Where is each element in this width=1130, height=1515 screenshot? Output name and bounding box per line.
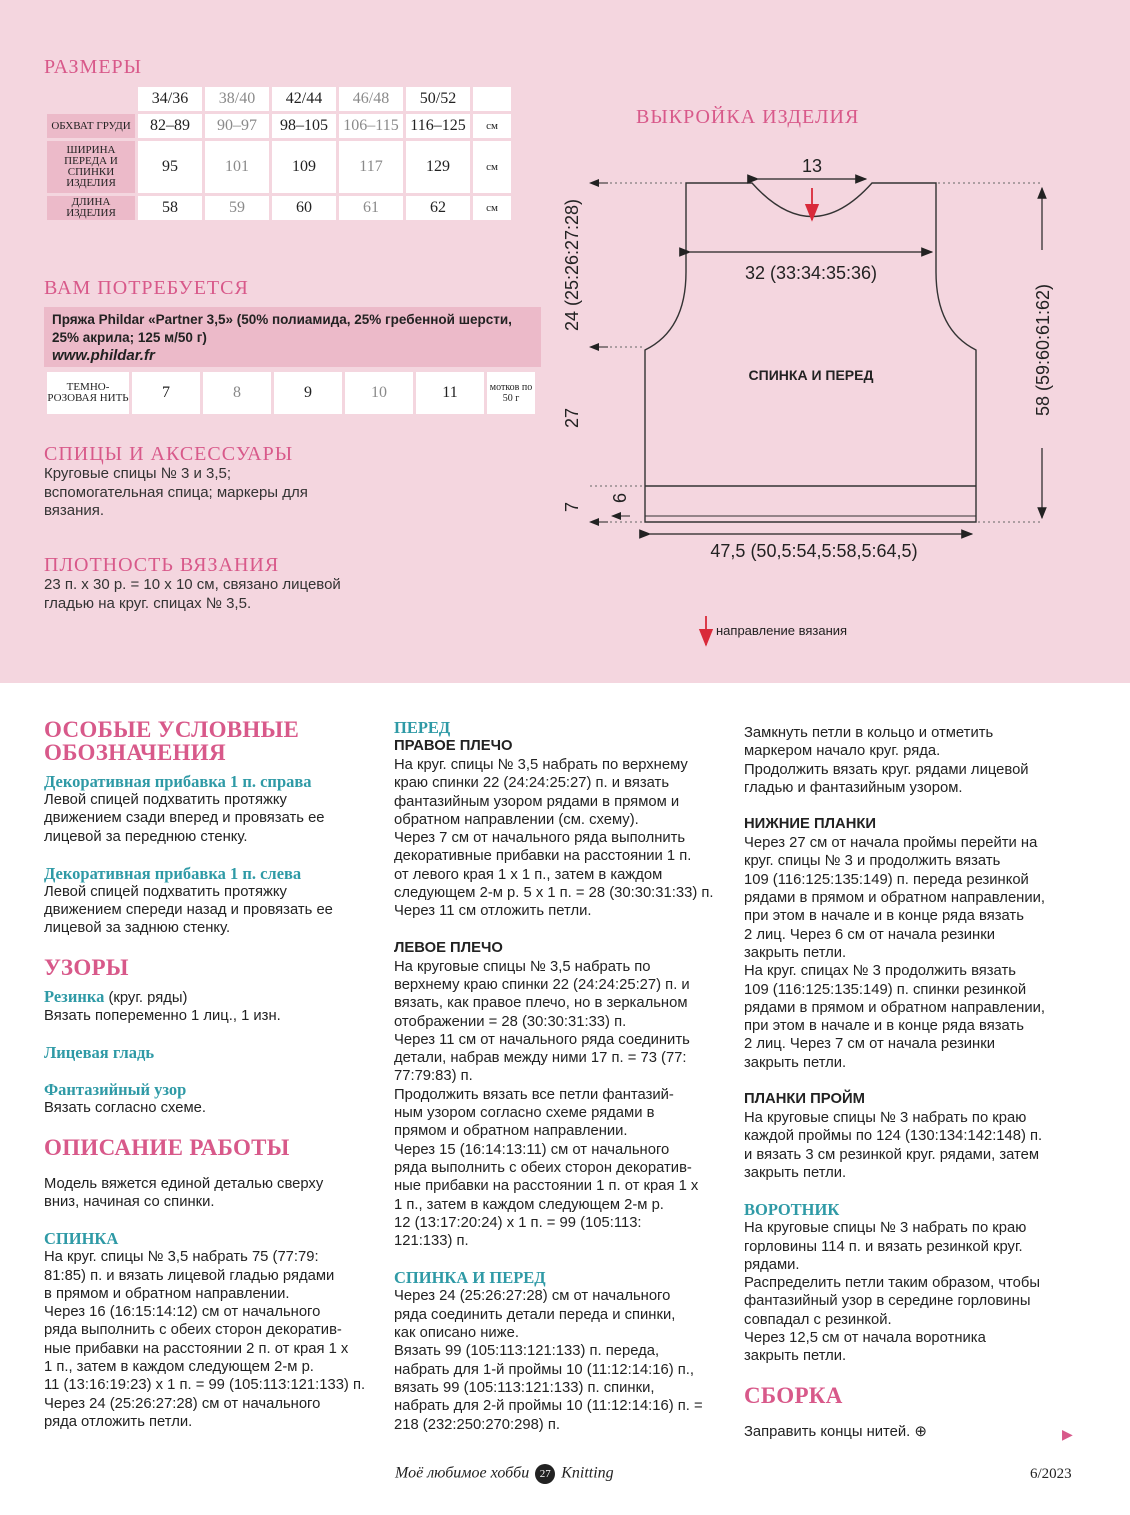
unit: см	[473, 141, 511, 193]
patterns-title: УЗОРЫ	[44, 954, 129, 980]
size-header: 38/40	[205, 87, 269, 111]
column-1	[44, 718, 384, 1431]
cell: 98–105	[272, 114, 336, 138]
body-height: 27	[562, 407, 582, 429]
sizes-header-row	[47, 87, 511, 111]
right-shoulder-title: ПРАВОЕ ПЛЕЧО	[394, 738, 513, 754]
needles-text: Круговые спицы № 3 и 3,5; вспомогательная спица; маркеры для вязания.	[44, 465, 308, 519]
fancy-text: Вязать согласно схеме.	[44, 1100, 207, 1117]
back-front-title: СПИНКА И ПЕРЕД	[394, 1268, 546, 1288]
size-header: 34/36	[138, 87, 202, 111]
sizes-table	[44, 84, 514, 223]
front-title: ПЕРЕД	[394, 718, 451, 737]
need-title: ВАМ ПОТРЕБУЕТСЯ	[44, 277, 249, 299]
cell: 59	[205, 196, 269, 220]
rib-text: Вязать попеременно 1 лиц., 1 изн.	[44, 1008, 281, 1025]
needles-title: СПИЦЫ И АКСЕССУАРЫ	[44, 443, 294, 465]
column-2	[394, 718, 734, 1434]
pattern-title: ВЫКРОЙКА ИЗДЕЛИЯ	[636, 106, 860, 128]
work-text: Модель вяжется единой деталью сверху вниз, начиная со спинки.	[44, 1175, 324, 1210]
next-page-icon: ▶	[1062, 1426, 1073, 1442]
stockinette-title: Лицевая гладь	[44, 1043, 155, 1063]
chest-row	[47, 114, 511, 138]
yarn-url[interactable]: www.phildar.fr	[52, 347, 155, 364]
cell: 116–125	[406, 114, 470, 138]
armhole-height: 24 (25:26:27:28)	[562, 198, 582, 332]
rib-note: (круг. ряды)	[104, 989, 188, 1006]
fancy-title: Фантазийный узор	[44, 1080, 187, 1100]
magazine-subtitle: Knitting	[561, 1464, 614, 1482]
yarn-line: 25% акрила; 125 м/50 г)	[52, 330, 207, 345]
size-header: 46/48	[339, 87, 403, 111]
inc-left-title: Декоративная прибавка 1 п. слева	[44, 863, 302, 883]
shoulder-width: 32 (33:34:35:36)	[744, 263, 878, 283]
inc-left-text: Левой спицей подхватить протяжку движением спереди назад и провязать ее лицевой за заднюю стенку.	[44, 883, 333, 937]
cell: 129	[406, 141, 470, 193]
yarn-amount: 8	[203, 372, 271, 414]
left-shoulder-title: ЛЕВОЕ ПЛЕЧО	[394, 939, 503, 956]
unit: см	[473, 196, 511, 220]
gauge-title: ПЛОТНОСТЬ ВЯЗАНИЯ	[44, 554, 280, 576]
yarn-amount: 7	[132, 372, 200, 414]
inc-right-title: Декоративная прибавка 1 п. справа	[44, 772, 312, 791]
length-row	[47, 196, 511, 220]
page-number: 27	[535, 1464, 555, 1484]
yarn-box	[44, 307, 541, 367]
magazine-name: Моё любимое хобби	[395, 1464, 530, 1482]
back-text: На круг. спицы № 3,5 набрать 75 (77:79: 81:85) п. и вязать лицевой гладью рядами в прямом и обратном направлении. Через 16 (16:15:14:12) см от начального ряда выполнить с обеих сторон декоратив- ные прибавки на расстоянии 2 п. от края 1 х 1 п., затем в каждом следующем 2-м р. 11 (13:16:19:23) х 1 п. = 99 (105:113:121:133) п. Через 24 (25:26:27:28) см от начального ряда отложить петли.	[44, 1249, 366, 1430]
size-header: 42/44	[272, 87, 336, 111]
cell: 61	[339, 196, 403, 220]
cell: 109	[272, 141, 336, 193]
armband-title: ПЛАНКИ ПРОЙМ	[744, 1091, 865, 1108]
garment-outline	[645, 183, 976, 522]
sizes-title: РАЗМЕРЫ	[44, 56, 143, 78]
total-length: 58 (59:60:61:62)	[1033, 283, 1053, 417]
back-title: СПИНКА	[44, 1229, 119, 1249]
row-label: ДЛИНА ИЗДЕЛИЯ	[47, 196, 135, 220]
pattern-schematic	[550, 100, 1070, 660]
hem-text: Через 27 см от начала проймы перейти на круг. спицы № 3 и продолжить вязать 109 (116:125:135:149) п. переда резинкой рядами в прямом и обратном направлении, при этом в начале и в конце ряда вязать 2 лиц. Через 6 см от начала резинки закрыть петли. На круг. спицах № 3 продолжить вязать 109 (116:125:135:149) п. спинки резинкой рядами в прямом и обратном направлении, при этом в начале и в конце ряда вязать 2 лиц. Через 7 см от начала резинки закрыть петли.	[744, 835, 1045, 1071]
hem-title: НИЖНИЕ ПЛАНКИ	[744, 816, 877, 833]
join-text: Замкнуть петли в кольцо и отметить маркером начало круг. ряда. Продолжить вязать круг. рядами лицевой гладью и фантазийным узором.	[744, 725, 1029, 796]
bottom-width: 47,5 (50,5:54,5:58,5:64,5)	[710, 541, 918, 561]
cell: 106–115	[339, 114, 403, 138]
row-label: ОБХВАТ ГРУДИ	[47, 114, 135, 138]
yarn-amount: 11	[416, 372, 484, 414]
collar-text: На круговые спицы № 3 набрать по краю горловины 114 п. и вязать резинкой круг. рядами. Распределить петли таким образом, чтобы фантазийный узор в середине горловины совпадал с резинкой. Через 12,5 см от начала воротника закрыть петли.	[744, 1220, 1040, 1365]
cell: 60	[272, 196, 336, 220]
end-mark-icon: ⊕	[914, 1423, 927, 1440]
yarn-amount: 9	[274, 372, 342, 414]
back-front-text: Через 24 (25:26:27:28) см от начального ряда соединить детали переда и спинки, как описано ниже. Вязать 99 (105:113:121:133) п. переда, набрать для 1-й проймы 10 (11:12:14:16) п., вязать 99 (105:113:121:133) п. спинки, набрать для 2-й проймы 10 (11:12:14:16) п. = 218 (232:250:270:298) п.	[394, 1288, 703, 1433]
left-shoulder-text: На круговые спицы № 3,5 набрать по верхнему краю спинки 22 (24:24:25:27) п. и вязать, как правое плечо, но в зеркальном отображении = 28 (30:30:31:33) п. Через 11 см от начального ряда соединить детали, набрав между ними 17 п. = 73 (77: 77:79:83) п. Продолжить вязать все петли фантазий- ным узором согласно схеме рядами в прямом и обратном направлении. Через 15 (16:14:13:11) см от начального ряда выполнить с обеих сторон декоратив- ные прибавки на расстоянии 1 п. от края 1 х 1 п., затем в каждом следующем 2-м р. 12 (13:17:20:24) х 1 п. = 99 (105:113: 121:133) п.	[394, 958, 699, 1250]
assembly-title: СБОРКА	[744, 1382, 843, 1408]
cell: 90–97	[205, 114, 269, 138]
armband-text: На круговые спицы № 3 набрать по краю каждой проймы по 124 (130:134:142:148) п. и вязать 3 см резинкой круг. рядами, затем закрыть петли.	[744, 1110, 1043, 1181]
issue-number: 6/2023	[1030, 1466, 1072, 1482]
column-3	[744, 724, 1089, 1441]
rib-front-height: 6	[610, 492, 630, 504]
rib-title: Резинка	[44, 986, 105, 1006]
piece-label: СПИНКА И ПЕРЕД	[748, 367, 874, 383]
inc-right-text: Левой спицей подхватить протяжку движением сзади вперед и провязать ее лицевой за переднюю стенку.	[44, 792, 325, 845]
size-header: 50/52	[406, 87, 470, 111]
special-title: ОСОБЫЕ УСЛОВНЫЕ ОБОЗНАЧЕНИЯ	[44, 717, 300, 765]
width-row	[47, 141, 511, 193]
yarn-table	[44, 369, 538, 417]
assembly-text: Заправить концы нитей.	[744, 1423, 911, 1440]
yarn-line: Пряжа Phildar «Partner 3,5» (50% полиамида, 25% гребенной шерсти,	[52, 312, 512, 327]
cell: 82–89	[138, 114, 202, 138]
unit: см	[473, 114, 511, 138]
cell: 62	[406, 196, 470, 220]
rib-back-height: 7	[562, 501, 582, 513]
cell: 101	[205, 141, 269, 193]
row-label: ШИРИНА ПЕРЕДА И СПИНКИ ИЗДЕЛИЯ	[47, 141, 135, 193]
cell: 95	[138, 141, 202, 193]
cell: 58	[138, 196, 202, 220]
yarn-amount: 10	[345, 372, 413, 414]
collar-title: ВОРОТНИК	[744, 1200, 840, 1220]
work-title: ОПИСАНИЕ РАБОТЫ	[44, 1134, 290, 1160]
gauge-text: 23 п. х 30 р. = 10 х 10 см, связано лицевой гладью на круг. спицах № 3,5.	[44, 576, 341, 612]
right-shoulder-text: На круг. спицы № 3,5 набрать по верхнему краю спинки 22 (24:24:25:27) п. и вязать фантазийным узором рядами в прямом и обратном направлении (см. схему). Через 7 см от начального ряда выполнить декоративные прибавки на расстоянии 1 п. от левого края 1 х 1 п., затем в каждом следующем 2-м р. 5 х 1 п. = 28 (30:30:31:33) п. Через 11 см отложить петли.	[394, 757, 714, 920]
footer-magazine	[395, 1464, 614, 1484]
neck-width: 13	[801, 156, 823, 176]
yarn-unit: мотков по 50 г	[487, 372, 535, 414]
direction-legend: направление вязания	[716, 623, 848, 638]
cell: 117	[339, 141, 403, 193]
yarn-color-label: ТЕМНО-РОЗОВАЯ НИТЬ	[47, 372, 129, 414]
